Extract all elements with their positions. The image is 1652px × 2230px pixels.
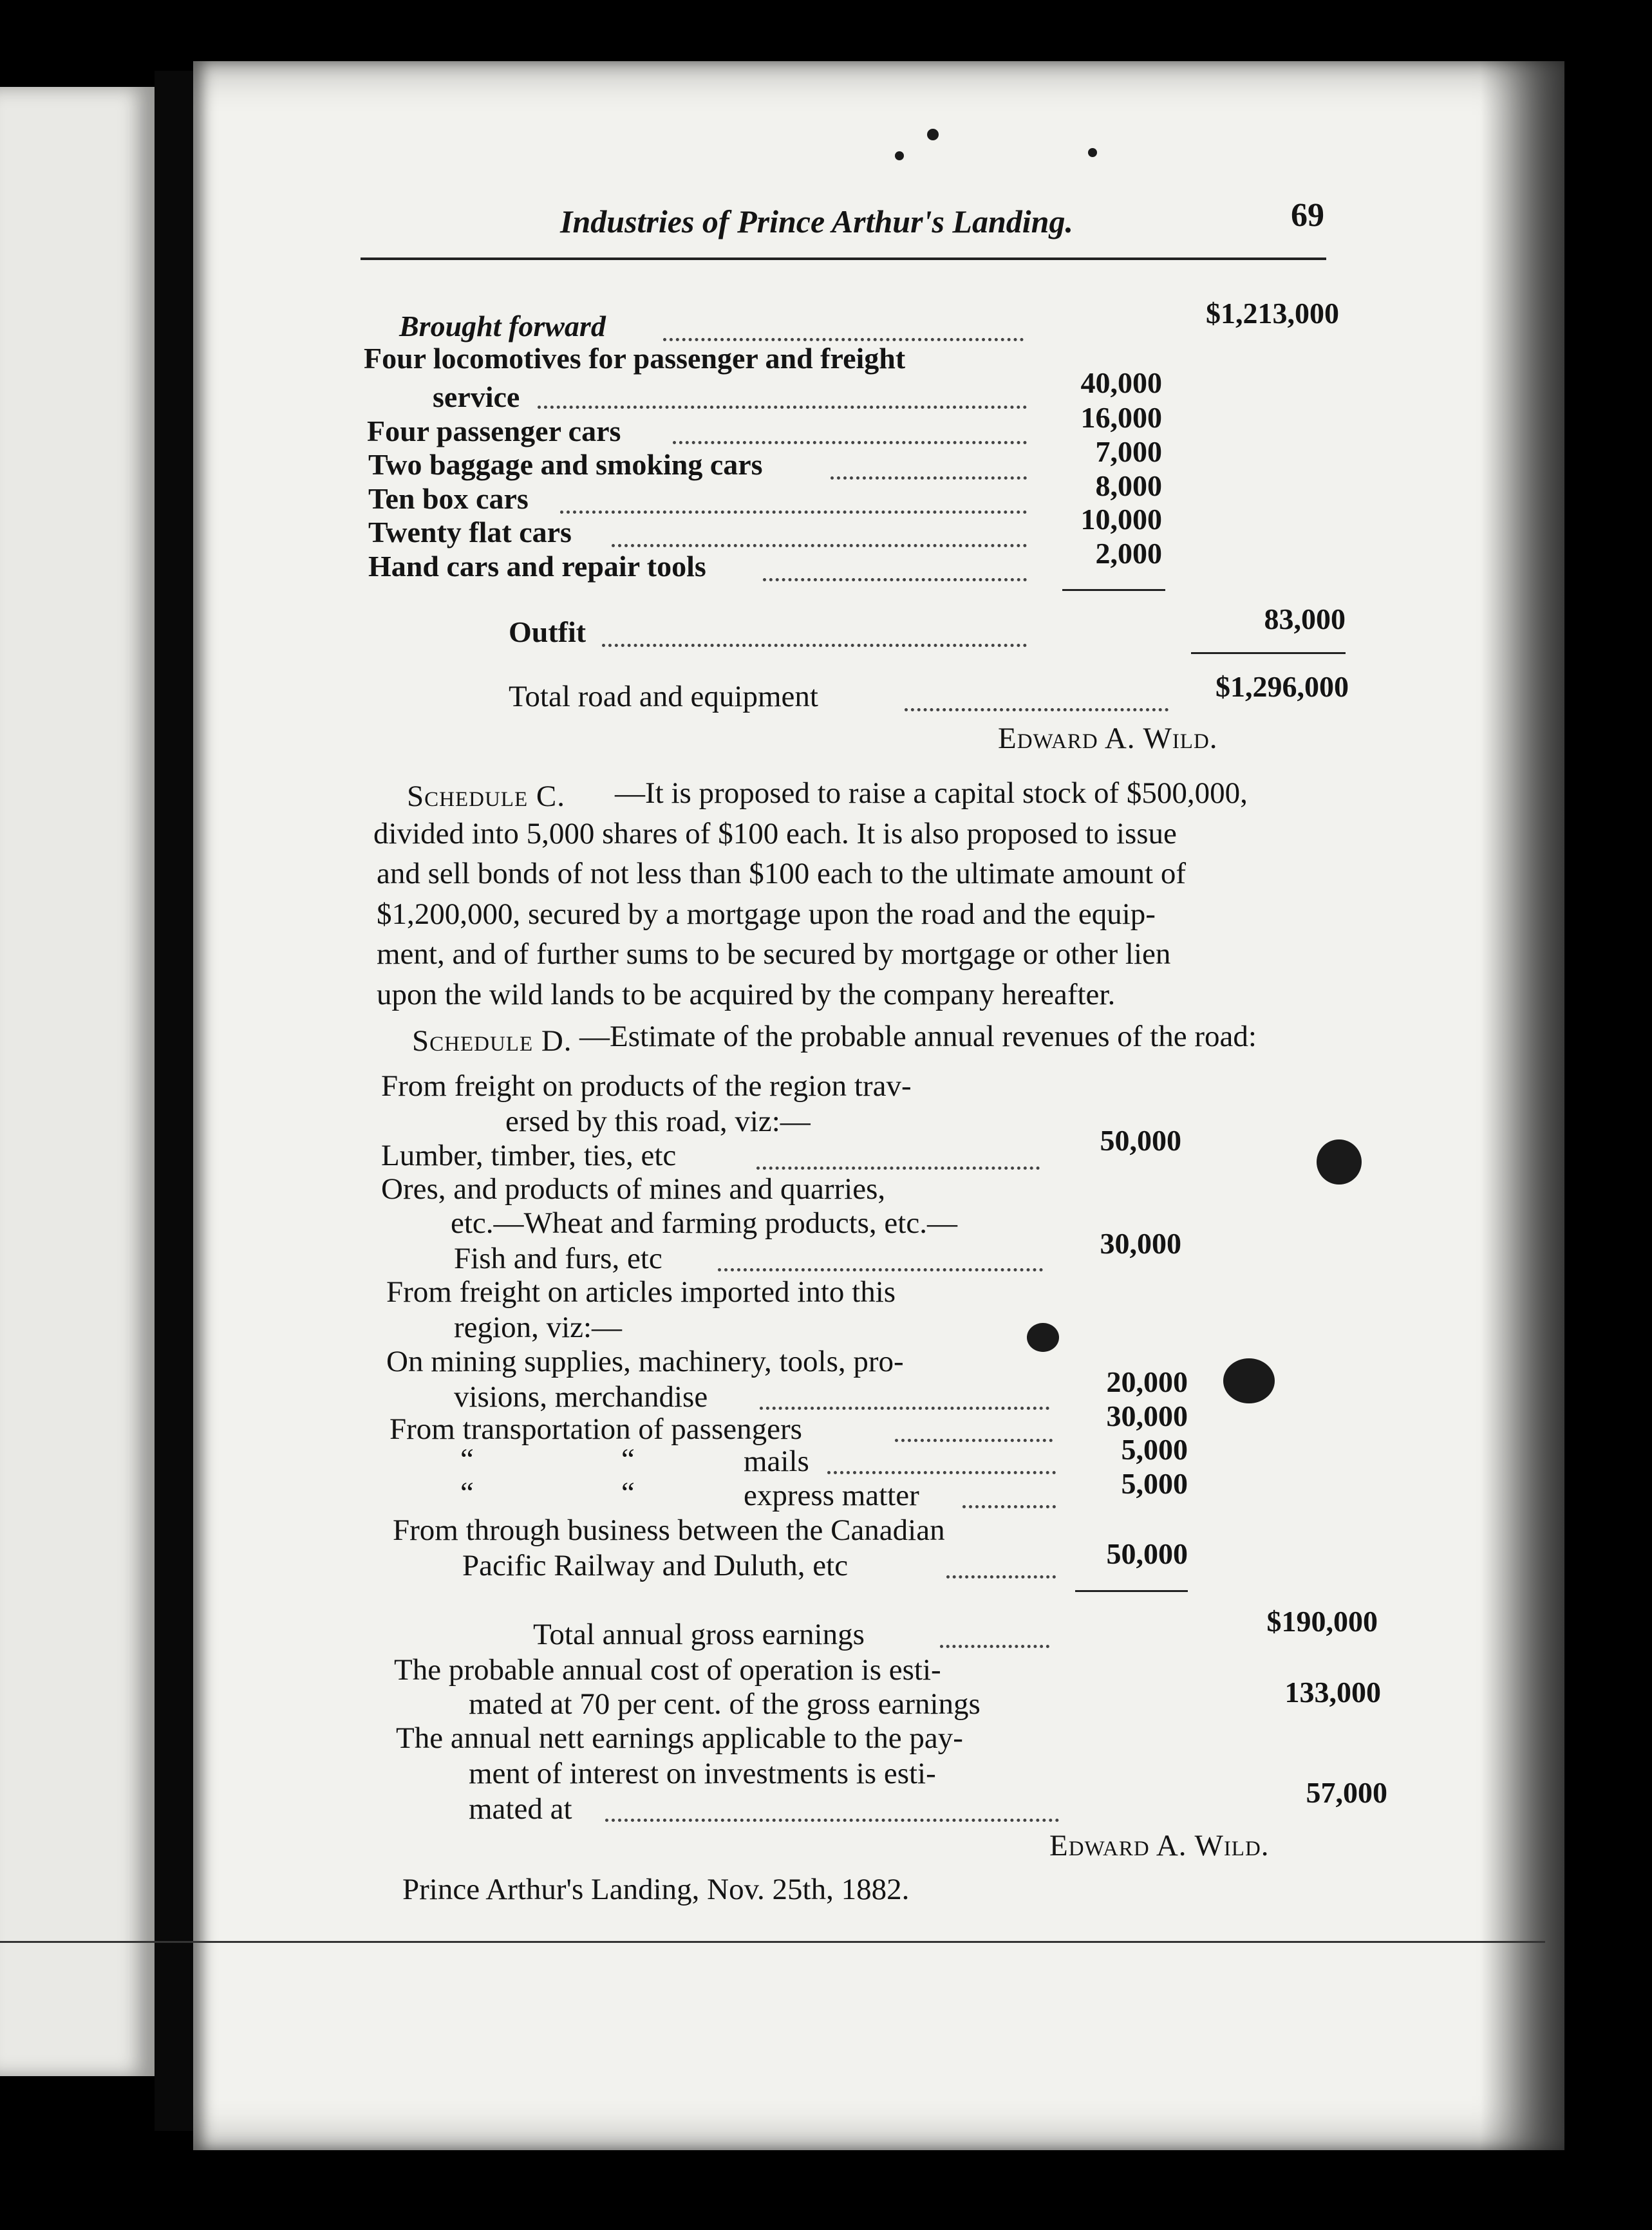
revenue-line: On mining supplies, machinery, tools, pro- <box>386 1345 904 1378</box>
equipment-item-amount: 16,000 <box>1080 401 1162 434</box>
schedule-c-line: $1,200,000, secured by a mortgage upon the road and the equip- <box>377 897 1156 931</box>
leader-dots <box>895 1439 1053 1442</box>
schedule-c-heading: Schedule C. <box>407 780 565 813</box>
dateline: Prince Arthur's Landing, Nov. 25th, 1882. <box>402 1873 910 1906</box>
equipment-item-label: Four passenger cars <box>367 415 621 447</box>
ink-speck <box>1088 148 1097 157</box>
page-number: 69 <box>1291 197 1324 234</box>
ditto-mark: “ <box>621 1443 635 1476</box>
revenue-line: Ores, and products of mines and quarries, <box>381 1172 886 1206</box>
revenue-line: region, viz:— <box>454 1311 623 1344</box>
revenue-amount: 5,000 <box>1121 1433 1188 1466</box>
equipment-item-label-cont: service <box>433 380 520 413</box>
equipment-item-label: Four locomotives for passenger and freight <box>364 342 906 375</box>
nett-line: ment of interest on investments is esti- <box>469 1757 936 1790</box>
running-title: Industries of Prince Arthur's Landing. <box>560 203 1073 239</box>
ditto-mark: “ <box>460 1443 474 1476</box>
revenue-line: From freight on articles imported into this <box>386 1275 896 1309</box>
revenue-line: Pacific Railway and Duluth, etc <box>462 1549 849 1582</box>
nett-line: The annual nett earnings applicable to the pay- <box>396 1721 963 1755</box>
leader-dots <box>673 441 1027 444</box>
leader-dots <box>760 1407 1049 1410</box>
leader-dots <box>538 406 1027 409</box>
revenue-line: visions, merchandise <box>454 1380 708 1414</box>
nett-amount: 57,000 <box>1306 1776 1387 1809</box>
leader-dots <box>602 644 1027 647</box>
revenue-line: etc.—Wheat and farming products, etc.— <box>451 1206 957 1240</box>
equipment-item-amount: 2,000 <box>1095 537 1162 570</box>
brought-forward-amount: $1,213,000 <box>1206 297 1339 330</box>
revenue-line: mails <box>744 1445 809 1478</box>
leader-dots <box>605 1819 1059 1822</box>
ditto-mark: “ <box>460 1476 474 1510</box>
total-gross-label: Total annual gross earnings <box>533 1618 865 1651</box>
total-road-amount: $1,296,000 <box>1216 670 1349 703</box>
schedule-d-heading: Schedule D. <box>412 1024 572 1058</box>
subtotal-rule <box>1075 1590 1188 1592</box>
revenue-amount: 5,000 <box>1121 1467 1188 1500</box>
facing-page-edge <box>0 87 155 2076</box>
leader-dots <box>756 1167 1040 1170</box>
outfit-amount: 83,000 <box>1264 603 1346 635</box>
revenue-line: From transportation of passengers <box>390 1412 802 1446</box>
schedule-c-line: divided into 5,000 shares of $100 each. It is also proposed to issue <box>373 817 1177 850</box>
nett-line: mated at <box>469 1792 572 1826</box>
cost-line: The probable annual cost of operation is esti- <box>394 1653 941 1687</box>
leader-dots <box>946 1575 1056 1579</box>
signature: Edward A. Wild. <box>1049 1829 1270 1862</box>
revenue-amount: 30,000 <box>1106 1400 1188 1432</box>
revenue-amount: 50,000 <box>1106 1537 1188 1570</box>
total-rule <box>1191 652 1346 654</box>
revenue-line: Fish and furs, etc <box>454 1242 662 1275</box>
ink-blot <box>1223 1358 1275 1403</box>
leader-dots <box>763 578 1027 581</box>
brought-forward-label: Brought forward <box>399 310 606 342</box>
leader-dots <box>940 1645 1049 1648</box>
ink-blot <box>1317 1139 1362 1185</box>
revenue-line: Lumber, timber, ties, etc <box>381 1139 677 1172</box>
total-gross-amount: $190,000 <box>1266 1605 1378 1638</box>
revenue-line: express matter <box>744 1479 919 1512</box>
equipment-item-label: Twenty flat cars <box>368 516 572 548</box>
schedule-c-line: ment, and of further sums to be secured by mortgage or other lien <box>377 937 1171 971</box>
scan-rule <box>0 1941 1545 1943</box>
cost-line: mated at 70 per cent. of the gross earnings <box>469 1687 981 1721</box>
revenue-line: ersed by this road, viz:— <box>505 1105 811 1138</box>
leader-dots <box>718 1268 1043 1271</box>
leader-dots <box>560 511 1027 514</box>
schedule-c-line: upon the wild lands to be acquired by the company hereafter. <box>377 978 1116 1011</box>
subtotal-rule <box>1062 589 1165 591</box>
equipment-item-amount: 40,000 <box>1080 366 1162 399</box>
outfit-label: Outfit <box>509 615 587 648</box>
revenue-amount: 30,000 <box>1100 1227 1181 1260</box>
equipment-item-amount: 7,000 <box>1095 435 1162 468</box>
total-road-label: Total road and equipment <box>509 680 818 713</box>
schedule-c-line: —It is proposed to raise a capital stock of $500,000, <box>615 776 1248 810</box>
book-gutter <box>155 71 193 2131</box>
leader-dots <box>962 1505 1056 1508</box>
schedule-d-intro: —Estimate of the probable annual revenues of the road: <box>579 1020 1257 1053</box>
equipment-item-label: Two baggage and smoking cars <box>368 448 763 481</box>
ink-speck <box>895 151 904 160</box>
schedule-c-line: and sell bonds of not less than $100 each to the ultimate amount of <box>377 857 1186 890</box>
leader-dots <box>827 1471 1056 1474</box>
page-shadow <box>1481 61 1564 2150</box>
revenue-amount: 20,000 <box>1106 1365 1188 1398</box>
revenue-amount: 50,000 <box>1100 1124 1181 1157</box>
header-rule <box>361 258 1326 260</box>
leader-dots <box>831 476 1027 480</box>
equipment-item-label: Ten box cars <box>368 482 529 515</box>
signature: Edward A. Wild. <box>998 722 1218 755</box>
equipment-item-amount: 8,000 <box>1095 469 1162 502</box>
leader-dots <box>905 708 1169 711</box>
ink-blot <box>1027 1323 1059 1352</box>
equipment-item-amount: 10,000 <box>1080 503 1162 536</box>
cost-amount: 133,000 <box>1284 1676 1381 1709</box>
leader-dots <box>612 544 1027 547</box>
equipment-item-label: Hand cars and repair tools <box>368 550 706 583</box>
ink-speck <box>927 129 939 140</box>
revenue-line: From through business between the Canadian <box>393 1513 945 1547</box>
ditto-mark: “ <box>621 1476 635 1510</box>
revenue-line: From freight on products of the region trav- <box>381 1069 912 1103</box>
